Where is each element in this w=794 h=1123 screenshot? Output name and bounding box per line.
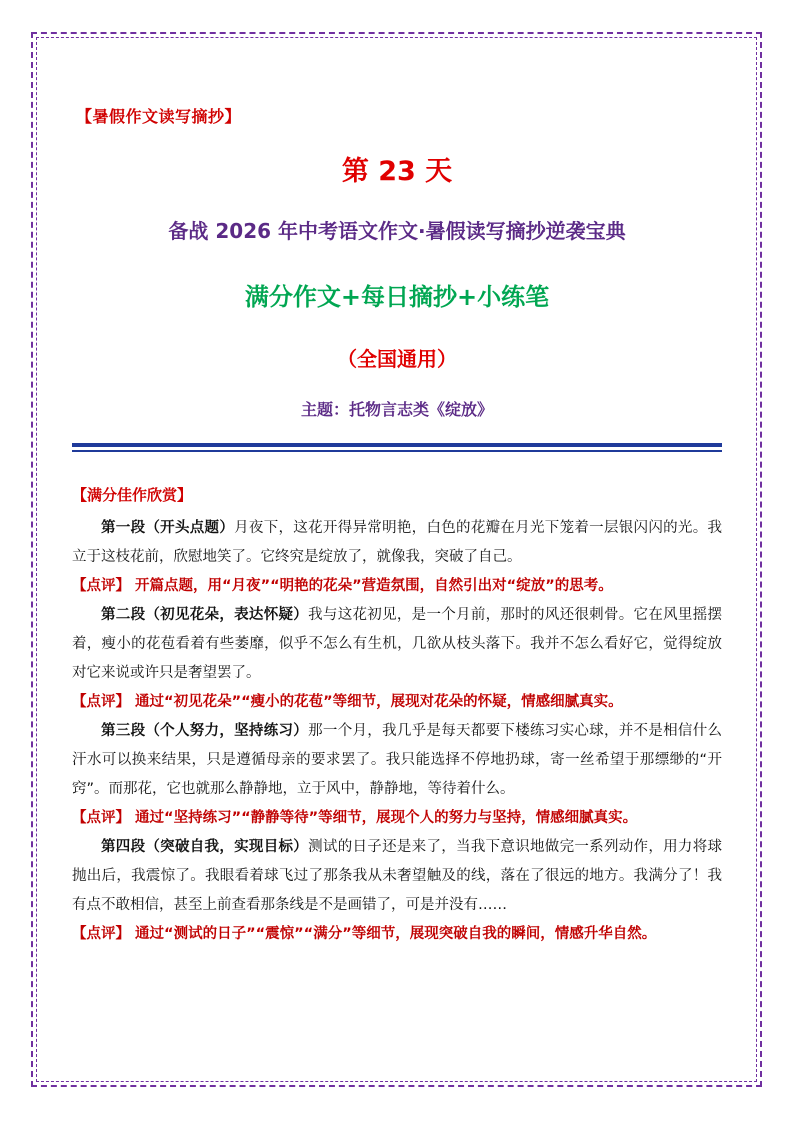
essay-paragraph <box>72 514 722 572</box>
paragraph-lead: 第三段（个人努力，坚持练习） <box>101 723 309 739</box>
theme-label: 主题：托物言志类《绽放》 <box>300 400 493 419</box>
paragraph-text: 月夜下，这花开得异常明艳，白色的花瓣在月光下笼着一层银闪闪的光。我立于这枝花前，欣慰地笑了。它终究是绽放了，就像我，突破了自己。 <box>72 520 723 565</box>
paragraph-text: 我与这花初见，是一个月前，那时的风还很刺骨。它在风里摇摆着，瘦小的花苞看着有些萎靡，似乎不怎么有生机，几欲从枝头落下。我并不怎么看好它，觉得绽放对它来说或许只是奢望罢了。 <box>72 607 723 681</box>
paragraph-lead: 第二段（初见花朵，表达怀疑） <box>101 607 309 623</box>
paragraph-comment: 【点评】 通过“测试的日子”“震惊”“满分”等细节，展现突破自我的瞬间，情感升华自然。 <box>72 926 657 942</box>
essay-paragraph <box>72 601 722 688</box>
content-title: 满分作文+每日摘抄+小练笔 <box>244 283 550 311</box>
series-tag: 【暑假作文读写摘抄】 <box>76 107 242 126</box>
header-divider-thick <box>72 443 722 447</box>
paragraph-comment: 【点评】 通过“坚持练习”“静静等待”等细节，展现个人的努力与坚持，情感细腻真实。 <box>72 810 638 826</box>
paragraph-comment: 【点评】 开篇点题，用“月夜”“明艳的花朵”营造氛围，自然引出对“绽放”的思考。 <box>72 578 613 594</box>
paragraph-comment: 【点评】 通过“初见花朵”“瘦小的花苞”等细节，展现对花朵的怀疑，情感细腻真实。 <box>72 694 623 710</box>
section-heading: 【满分佳作欣赏】 <box>72 486 193 504</box>
essay-paragraph <box>72 833 722 920</box>
paragraph-lead: 第四段（突破自我，实现目标） <box>101 839 309 855</box>
scope-label: （全国通用） <box>337 347 457 371</box>
document-subtitle: 备战 2026 年中考语文作文·暑假读写摘抄逆袭宝典 <box>168 219 626 243</box>
paragraph-text: 那一个月，我几乎是每天都要下楼练习实心球，并不是相信什么汗水可以换来结果，只是遵循母亲的要求罢了。我只能选择不停地扔球，寄一丝希望于那缥缈的“开窍”。而那花，它也就那么静静地，立于风中，静静地，等待着什么。 <box>72 723 723 797</box>
paragraph-lead: 第一段（开头点题） <box>101 520 235 536</box>
paragraph-text: 测试的日子还是来了，当我下意识地做完一系列动作，用力将球抛出后，我震惊了。我眼看着球飞过了那条我从未奢望触及的线，落在了很远的地方。我满分了！我有点不敢相信，甚至上前查看那条线是不是画错了，可是并没有…… <box>72 839 723 913</box>
header-divider-thin <box>72 450 722 452</box>
day-title: 第 23 天 <box>341 156 453 187</box>
essay-paragraph <box>72 717 722 804</box>
essay-section <box>72 484 722 949</box>
